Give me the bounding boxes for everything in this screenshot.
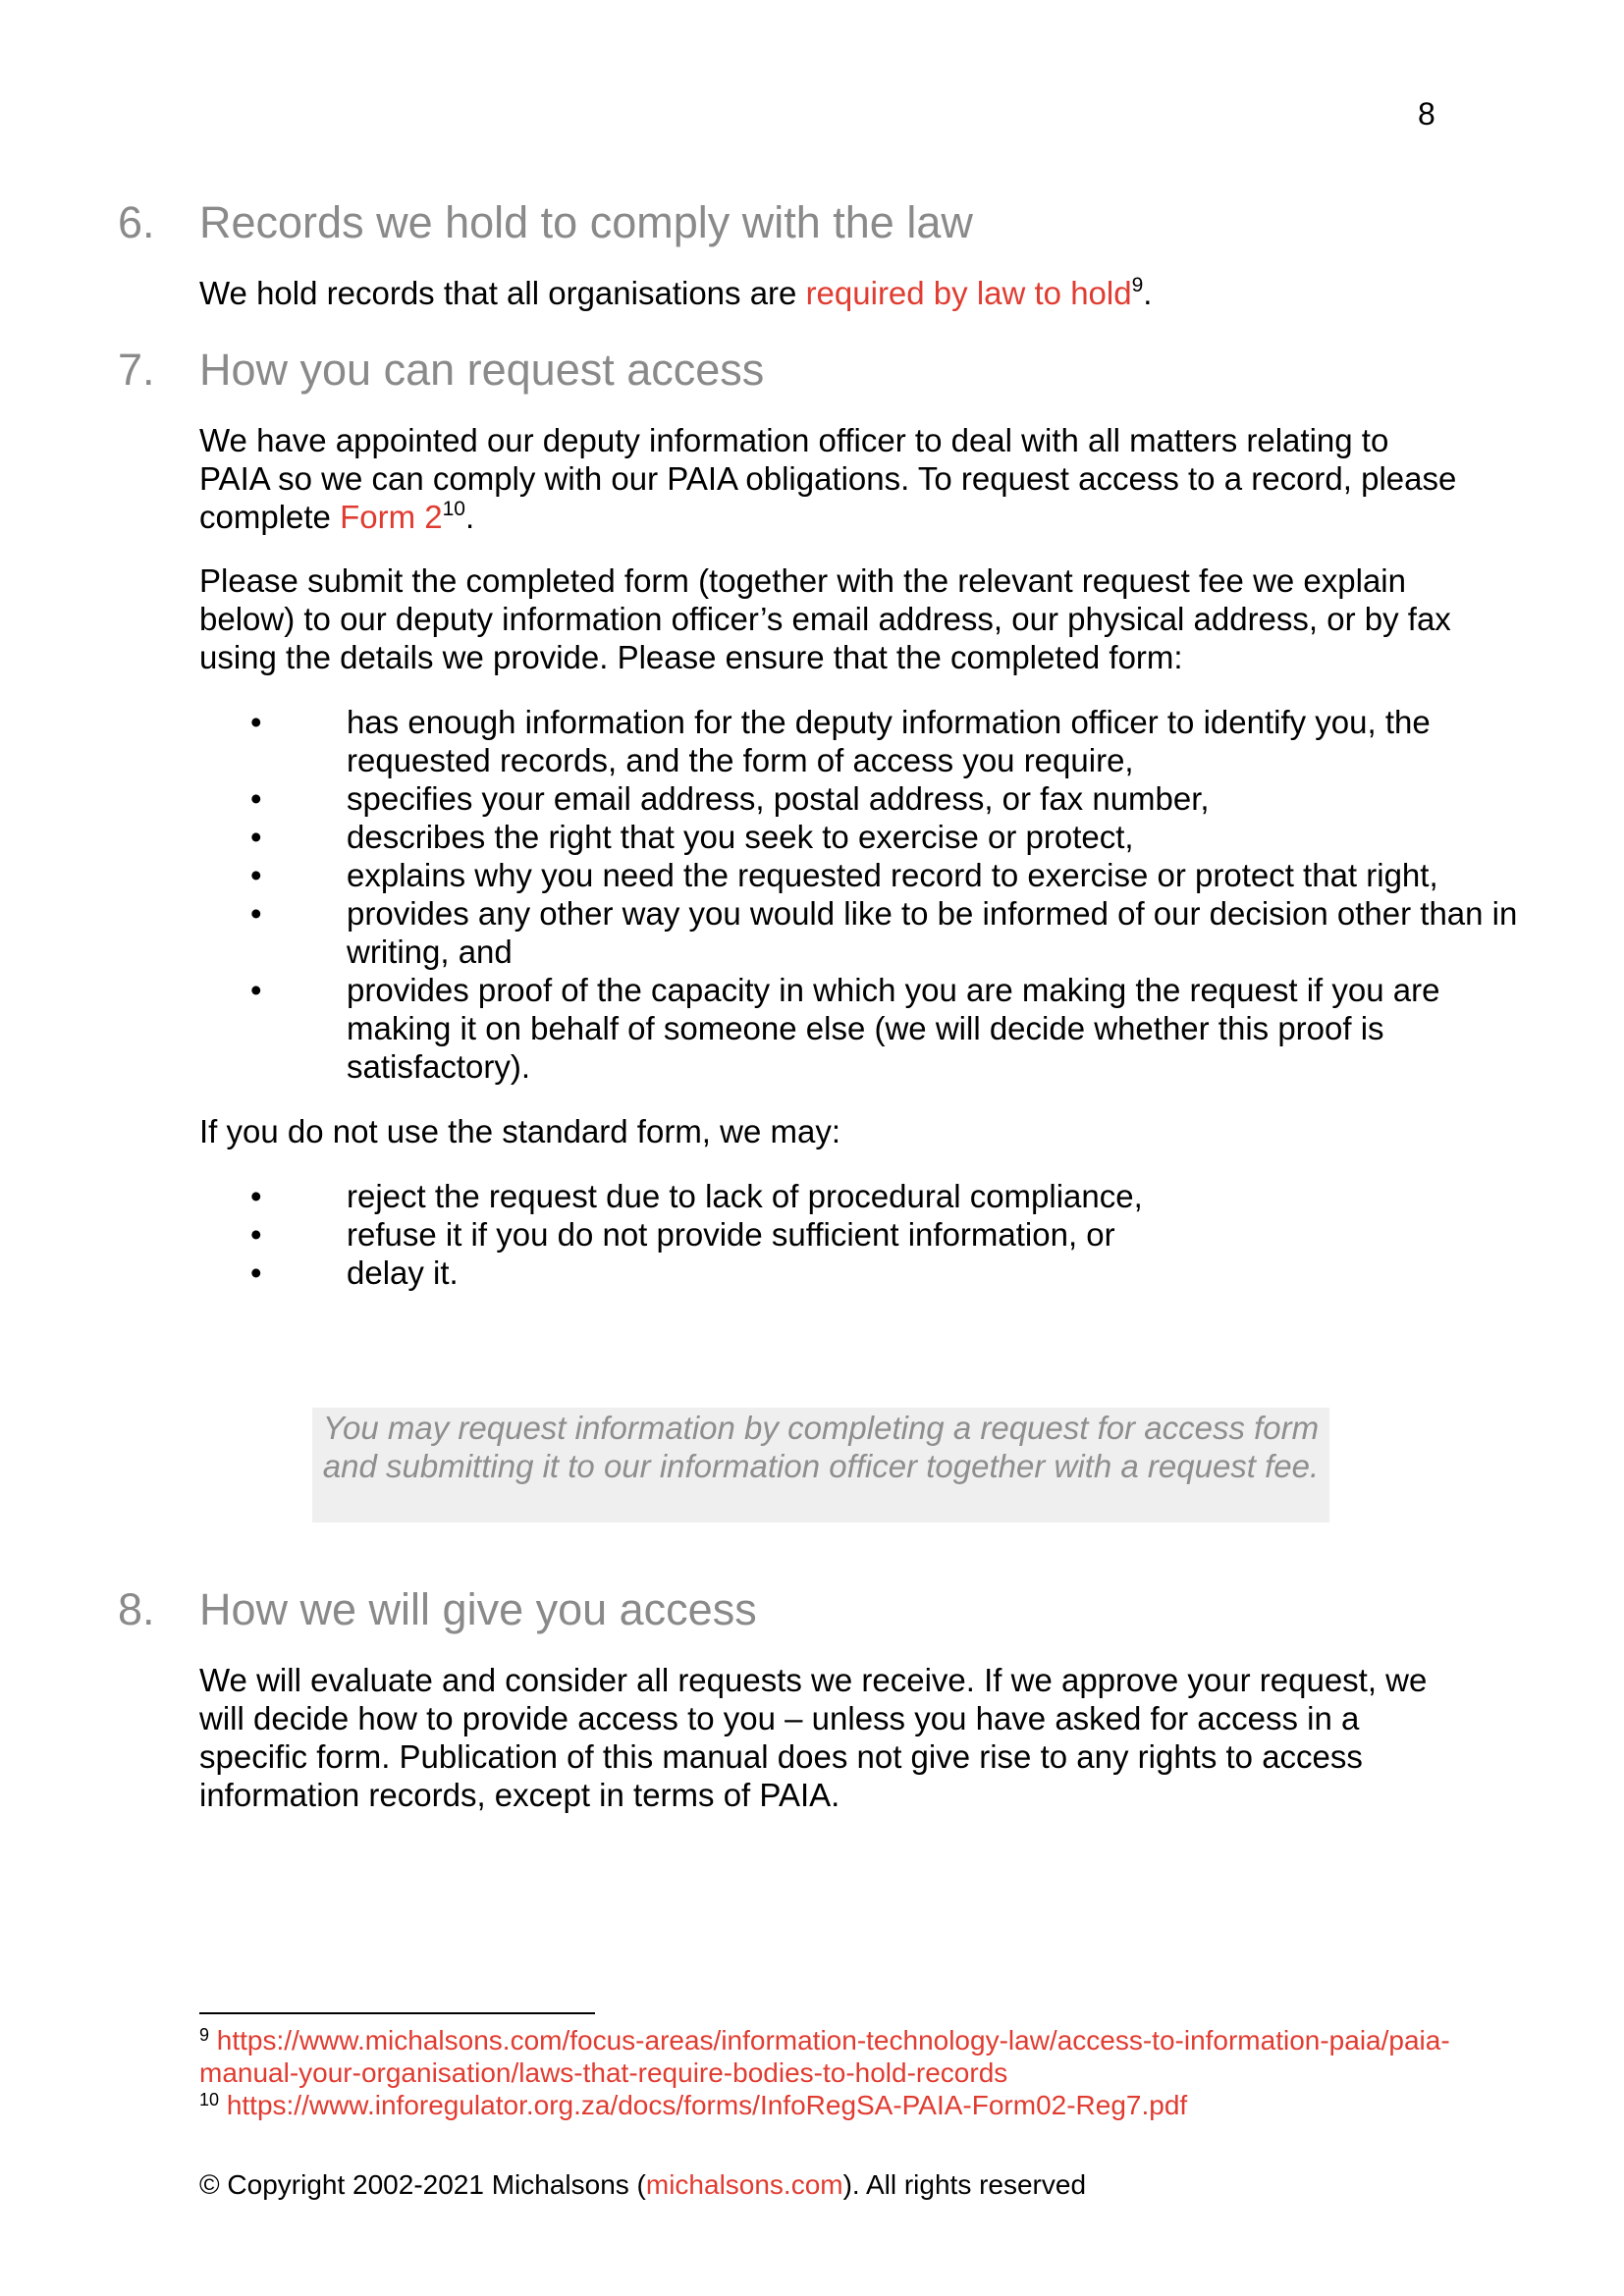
list-item: • has enough information for the deputy information officer to identify you, the requested records, and the form of access you require,	[250, 704, 1431, 778]
list-item: • specifies your email address, postal address, or fax number,	[250, 780, 1210, 817]
list-item: • provides any other way you would like to be informed of our decision other than in writing, and	[250, 895, 1518, 970]
footnote-item	[199, 2024, 1476, 2089]
section-heading	[118, 197, 1453, 256]
callout-box: You may request information by completing a request for access form and submitting it to our information officer together with a request fee.	[312, 1408, 1329, 1522]
footnote-mark: 10	[199, 2090, 220, 2109]
bullet-icon: •	[250, 1255, 262, 1291]
bullet-icon: •	[250, 895, 262, 932]
section-number: 8.	[118, 1584, 155, 1634]
list-item: • reject the request due to lack of procedural compliance,	[250, 1178, 1143, 1214]
section-paragraph: If you do not use the standard form, we may:	[199, 1113, 841, 1149]
bullet-icon: •	[250, 819, 262, 855]
section-title: Records we hold to comply with the law	[199, 197, 973, 247]
section-title: How we will give you access	[199, 1584, 757, 1634]
section-heading	[118, 1584, 1453, 1643]
bullet-icon: •	[250, 704, 262, 740]
footnote-divider	[199, 2012, 595, 2014]
bullet-icon: •	[250, 857, 262, 893]
section-number: 7.	[118, 345, 155, 395]
bullet-icon: •	[250, 1178, 262, 1214]
michalsons-link[interactable]: michalsons.com	[645, 2169, 843, 2200]
section-request-access	[118, 345, 1518, 1292]
list-item: • provides proof of the capacity in which you are making the request if you are making it on behalf of someone else (we will decide whether this proof is satisfactory).	[250, 972, 1440, 1085]
section-give-access	[118, 1584, 1453, 1814]
footnotes	[199, 2024, 1476, 2121]
list-item: • refuse it if you do not provide sufficient information, or	[250, 1216, 1115, 1253]
bullet-icon: •	[250, 780, 262, 817]
section-paragraph: We will evaluate and consider all requests we receive. If we approve your request, we will decide how to provide access to you – unless you have asked for access in a specific form. Publication of this manual does not give rise to any rights to access information records, except in terms of PAIA.	[199, 1662, 1428, 1813]
footnote-ref[interactable]: 9	[1131, 274, 1144, 296]
bullet-icon: •	[250, 972, 262, 1008]
section-paragraph: We hold records that all organisations are required by law to hold$^9$.	[199, 274, 1153, 311]
page-number: 8	[1418, 96, 1435, 132]
footnote-item	[199, 2089, 1476, 2121]
form-2-link[interactable]: Form 2	[340, 499, 443, 535]
section-heading	[118, 345, 1453, 403]
footnote-link[interactable]: https://www.inforegulator.org.za/docs/forms/InfoRegSA-PAIA-Form02-Reg7.pdf	[226, 2090, 1188, 2120]
bullet-icon: •	[250, 1216, 262, 1253]
footnote-ref[interactable]: 10	[442, 498, 465, 520]
section-paragraph: Please submit the completed form (together with the relevant request fee we explain below) to our deputy information officer’s email address, our physical address, or by fax using the details we provide. Please ensure that the completed form:	[199, 562, 1451, 675]
list-item: • delay it.	[250, 1255, 459, 1291]
footnote-mark: 9	[199, 2025, 210, 2045]
non-standard-form-list	[118, 1177, 1453, 1292]
list-item: • explains why you need the requested record to exercise or protect that right,	[250, 857, 1438, 893]
section-number: 6.	[118, 197, 155, 247]
section-title: How you can request access	[199, 345, 765, 395]
section-records-held	[118, 197, 1453, 312]
footnote-link[interactable]: https://www.michalsons.com/focus-areas/information-technology-law/access-to-information-paia/paia-manual-your-organisation/laws-that-require-bodies-to-hold-records	[199, 2025, 1450, 2088]
section-paragraph: We have appointed our deputy information officer to deal with all matters relating to PAIA so we can comply with our PAIA obligations. To request access to a record, please complete Form $2^{10}$.	[199, 422, 1457, 535]
copyright-footer: © Copyright 2002-2021 Michalsons (michalsons.com). All rights reserved	[199, 2169, 1087, 2200]
form-requirements-list	[118, 703, 1518, 1086]
list-item: • describes the right that you seek to exercise or protect,	[250, 819, 1134, 855]
required-by-law-link[interactable]: required by law to hold	[805, 275, 1132, 311]
